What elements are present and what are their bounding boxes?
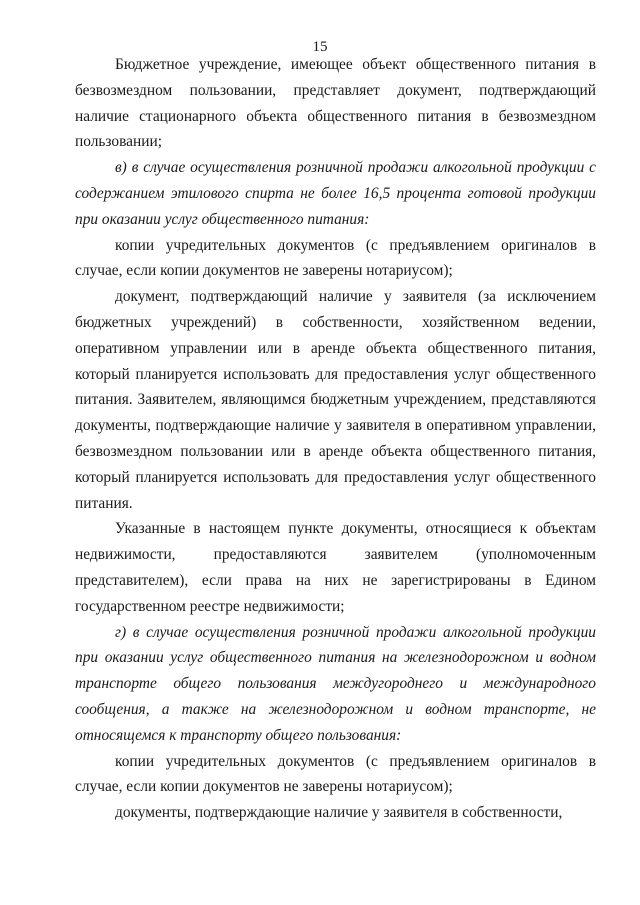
paragraph-item-g: г) в случае осуществления розничной продажи алкогольной продукции при оказании услуг общественного питания на железнодорожном и водном транспорте общего пользования междугороднего и международного сообщения, а также на железнодорожном и водном транспорте, не относящемся к транспорту общего пользования:: [75, 623, 596, 744]
paragraph-item-v: в) в случае осуществления розничной продажи алкогольной продукции с содержанием этилового спирта не более 16,5 процента готовой продукции при оказании услуг общественного питания:: [75, 159, 596, 228]
paragraph-founding-documents: копии учредительных документов (с предъявлением оригиналов в случае, если копии документов не заверены нотариусом);: [75, 236, 596, 280]
page-number: 15: [312, 39, 328, 55]
paragraph-real-estate-documents: Указанные в настоящем пункте документы, относящиеся к объектам недвижимости, предоставляются заявителем (уполномоченным представителем), если права на них не зарегистрированы в Едином государственном реестре недвижимости;: [75, 520, 596, 615]
paragraph-founding-documents-2: копии учредительных документов (с предъявлением оригиналов в случае, если копии документов не заверены нотариусом);: [75, 752, 596, 796]
paragraph-budget-institution: Бюджетное учреждение, имеющее объект общественного питания в безвозмездном пользовании, представляет документ, подтверждающий наличие стационарного объекта общественного питания в безвозмездном пользовании;: [75, 56, 596, 151]
paragraph-ownership-documents-2: документы, подтверждающие наличие у заявителя в собственности,: [115, 804, 563, 822]
document-body: [75, 52, 596, 826]
paragraph-ownership-document: документ, подтверждающий наличие у заявителя (за исключением бюджетных учреждений) в собственности, хозяйственном ведении, оперативном управлении или в аренде объекта общественного питания, который планируется использовать для предоставления услуг общественного питания. Заявителем, являющимся бюджетным учреждением, представляются документы, подтверждающие наличие у заявителя в оперативном управлении, безвозмездном пользовании или в аренде объекта общественного питания, который планируется использовать для предоставления услуг общественного питания.: [75, 288, 596, 512]
